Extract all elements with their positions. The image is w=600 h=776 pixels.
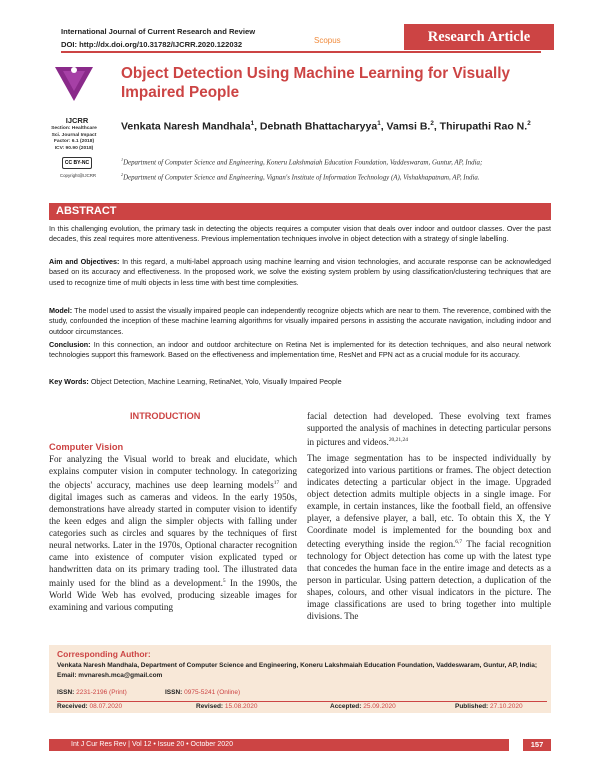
keywords-label: Key Words:	[49, 377, 89, 386]
copyright-note: Copyright@IJCRR	[59, 173, 97, 178]
issn-print-label: ISSN:	[57, 689, 75, 696]
box-divider	[57, 701, 547, 702]
scopus-badge: Scopus	[314, 36, 341, 45]
left-column-text: For analyzing the Visual world to break and elucidate, which explains computer vision in computer technology. In categorizing the objects' accuracy, machines use deep learning models$^{17}$ and digital images such as cameras and videos. In the early 1950s, demonstrations have already started in computer vision to identify the keen edges and align the simpler objects with falling under categories such as circles and squares by the techniques of first neural networks. Later in the 1970s, Optional character recognition came into existence of computer vision explicated typed or handwritten data on its primary trading tool. The illustrated data mainly used for the blind as a development.$^5$ In the 1990s, the World Wide Web has evolved, producing sizeable images for examining and various computing	[49, 454, 298, 613]
affiliations	[121, 154, 561, 185]
model-label: Model:	[49, 306, 73, 315]
revised-value: 15.08.2020	[224, 703, 258, 710]
footer-citation: Int J Cur Res Rev | Vol 12 • Issue 20 • October 2020	[49, 739, 509, 751]
issn-print-value: 2231-2196 (Print)	[76, 689, 127, 696]
published-date	[455, 703, 523, 710]
published-value: 27.10.2020	[490, 703, 523, 710]
subsection-heading-computer-vision: Computer Vision	[49, 442, 124, 452]
ijcrr-logo-icon	[55, 65, 93, 103]
right-column-para-2: The image segmentation has to be inspected individually by categorized into various partitions or frames. The object detection indicates detecting a particular object in the image. Upgraded object detection admits multiple objects in a single image. For example, in certain instances, like the football field, an offensive player, a defensive player, a ball, etc. To obtain this X, the Y Coordinate model is implemented for the bounding box and detecting everything inside the region.$^{6,7}$ The facial recognition technology for Object detection has come up with the latest type that concedes the human face in the entire image and detects as a person in particular. Using pattern detection, a duplication of the shapes, colours, and other visual indicators in the picture. The image classifications are used to bring together into multiple divisions. The	[307, 453, 551, 622]
article-type-ribbon: Research Article	[404, 24, 554, 50]
accepted-label: Accepted:	[330, 703, 362, 710]
page-number: 157	[523, 739, 551, 751]
logo-info	[50, 126, 98, 152]
logo-info-line: Sci. Journal Impact	[51, 132, 97, 138]
received-label: Received:	[57, 703, 88, 710]
issn-print	[57, 689, 127, 696]
issn-online	[165, 689, 240, 696]
logo-info-line: ICV: 90.90 (2018)	[54, 145, 94, 151]
corresponding-author-text: Venkata Naresh Mandhala, Department of Computer Science and Engineering, Koneru Lakshmaiah Education Foundation, Vaddeswaram, Guntur, AP, India; Email: mvnaresh.mca@gmail.com	[57, 662, 538, 679]
logo-info-line: Section: Healthcare	[51, 126, 97, 131]
corresponding-author-heading: Corresponding Author:	[57, 649, 151, 659]
received-date	[57, 703, 122, 710]
published-label: Published:	[455, 703, 489, 710]
abstract-conclusion	[49, 340, 551, 361]
issn-online-label: ISSN:	[165, 689, 183, 696]
revised-label: Revised:	[196, 703, 224, 710]
article-title: Object Detection Using Machine Learning for Visually Impaired People	[121, 65, 511, 101]
aim-text: In this regard, a multi-label approach using machine learning and vision technologies, and accurate response can be acknowledged based on its accuracy and effectiveness. In the proposed work, we solve the existing system problem by using classification/clustering techniques that are used to recognize time of multi objects in less time with best time complexities.	[49, 257, 552, 287]
abstract-aim	[49, 257, 551, 288]
model-text: The model used to assist the visually impaired people can independently recognize objects which are near to them. The reverence, combined with the study, confounded the inception of these machine learning algorithms for visually impaired persons in assisting the accurate navigation, including indoor and outdoor circumstances.	[49, 306, 551, 336]
journal-name: International Journal of Current Research and Review	[61, 27, 256, 36]
affiliation-1: $^1$Department of Computer Science and Engineering, Koneru Lakshmaiah Education Foundation, Vaddeswaram, Guntur, AP, India;	[121, 157, 483, 167]
logo-name: IJCRR	[65, 116, 89, 125]
header-rule	[61, 51, 541, 53]
conclusion-text: In this connection, an indoor and outdoor architecture on Retina Net is implemented for its detection techniques, and also neural network technologies support this framework. Based on the effectiveness and implementation time, ResNet and FPN act as a crucial module for its accuracy.	[49, 340, 551, 360]
abstract-model	[49, 306, 551, 337]
affiliation-2: $^2$Department of Computer Science and Engineering, Vignan's Institute of Information Technology (A), Vishakhapatnam, AP, India.	[121, 172, 480, 182]
abstract-keywords	[49, 377, 551, 387]
conclusion-label: Conclusion:	[49, 340, 91, 349]
accepted-value: 25.09.2020	[363, 703, 396, 710]
section-heading-introduction: INTRODUCTION	[130, 411, 201, 421]
keywords-text: Object Detection, Machine Learning, RetinaNet, Yolo, Visually Impaired People	[90, 377, 342, 386]
right-column-para-1: facial detection had developed. These evolving text frames supported the analysis of machines in detecting particular persons in pictures and videos.$^{20,21,24}$	[307, 411, 551, 448]
received-value: 08.07.2020	[89, 703, 123, 710]
aim-label: Aim and Objectives:	[49, 257, 120, 266]
accepted-date	[330, 703, 396, 710]
abstract-heading: ABSTRACT	[49, 203, 551, 220]
doi-link[interactable]: DOI: http://dx.doi.org/10.31782/IJCRR.2020.122032	[61, 40, 243, 49]
author-list: Venkata Naresh Mandhala$^1$, Debnath Bhattacharyya$^1$, Vamsi B.$^2$, Thirupathi Rao N.$^2$	[121, 120, 531, 133]
revised-date	[196, 703, 257, 710]
issn-online-value: 0975-5241 (Online)	[184, 689, 241, 696]
cc-license-badge[interactable]: CC BY-NC	[62, 157, 92, 169]
abstract-intro: In this challenging evolution, the primary task in detecting the objects requires a computer vision that deals over indoor and outdoor classes. Over the past decades, this zeal requires more attentiveness. Previous implementation techniques involve in object detection with a strategy of single labelling.	[49, 224, 551, 244]
logo-info-line: Factor: 6.1 (2018)	[53, 139, 95, 145]
